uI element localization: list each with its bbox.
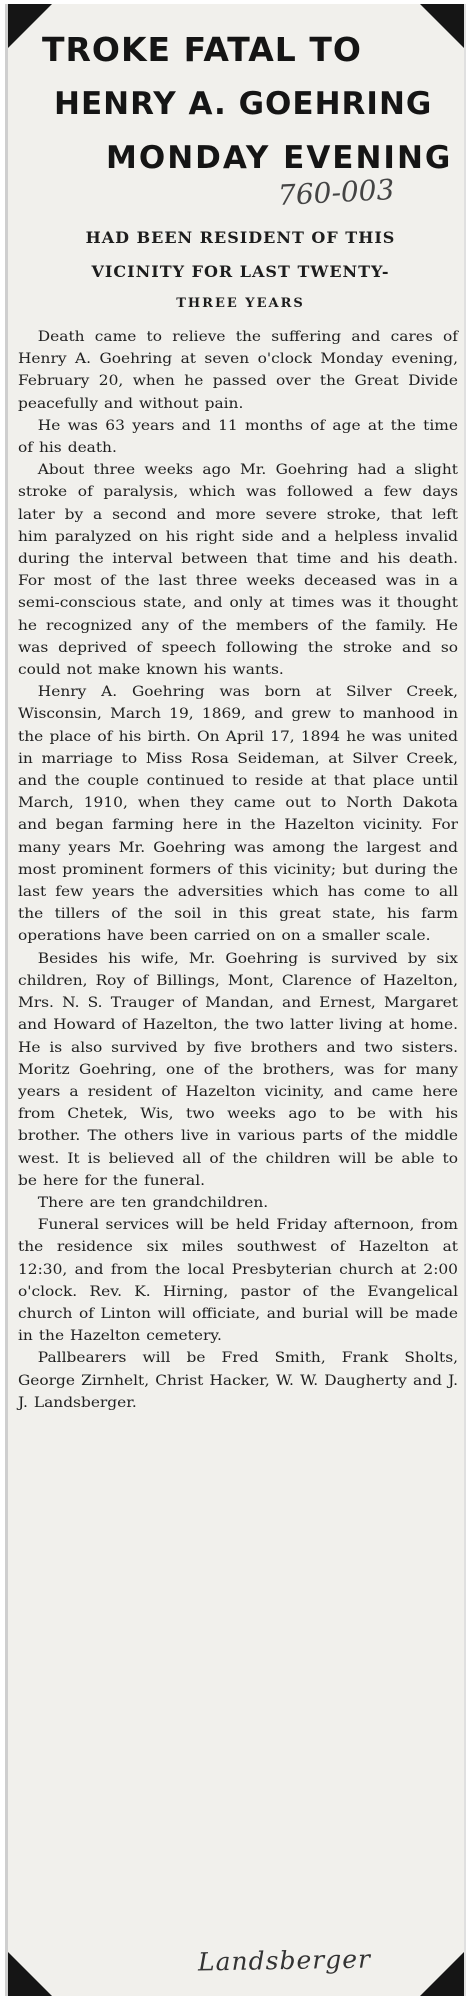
paragraph-survivors: Besides his wife, Mr. Goehring is survived by six children, Roy of Billings, Mont, Clarence of Hazelton, Mrs. N. S. Trauger of Mandan, and Ernest, Margaret and Howard of Hazelton, the two latter living at home. He is also survived by five brothers and two sisters. Moritz Goehring, one of the brothers, was for many years a resident of Hazelton vicinity, and came here from Chetek, Wis, two weeks ago to be with his brother. The others live in various parts of the middle west. It is believed all of the children will be able to be here for the funeral. <box>18 950 459 1189</box>
photo-corner-top-right <box>420 4 464 48</box>
photo-corner-bottom-left <box>8 1952 52 1996</box>
handwritten-signature: Landsberger <box>197 1944 372 1977</box>
article-body <box>18 326 458 1414</box>
paragraph-funeral: Funeral services will be held Friday afternoon, from the residence six miles southwest of Hazelton at 12:30, and from the local Presbyterian church at 2:00 o'clock. Rev. K. Hirning, pastor of the Evangelical church of Linton will officiate, and burial will be made in the Hazelton cemetery. <box>18 1217 459 1345</box>
newspaper-clipping <box>5 4 466 1996</box>
paragraph-death: Death came to relieve the suffering and cares of Henry A. Goehring at seven o'clock Monday evening, February 20, when he passed over the Great Divide peacefully and without pain. <box>18 329 459 412</box>
subheadline-line-1: HAD BEEN RESIDENT OF THIS <box>85 228 396 247</box>
handwritten-note: 760-003 <box>277 172 396 213</box>
paragraph-grandchildren: There are ten grandchildren. <box>37 1194 269 1211</box>
paragraph-age: He was 63 years and 11 months of age at the time of his death. <box>18 417 459 457</box>
subheadline-line-2: VICINITY FOR LAST TWENTY- <box>91 262 390 281</box>
subheadline-line-3: THREE YEARS <box>176 296 305 311</box>
paragraph-biography: Henry A. Goehring was born at Silver Creek, Wisconsin, March 19, 1869, and grew to manhood in the place of his birth. On April 17, 1894 he was united in marriage to Miss Rosa Seideman, at Silver Creek, and the couple continued to reside at that place until March, 1910, when they came out to North Dakota and began farming here in the Hazelton vicinity. For many years Mr. Goehring was among the largest and most prominent formers of this vicinity; but during the last few years the adversities which has come to all the tillers of the soil in this great state, his farm operations have been carried on on a smaller scale. <box>18 684 459 945</box>
headline-line-2: HENRY A. GOEHRING <box>54 86 433 122</box>
paragraph-pallbearers: Pallbearers will be Fred Smith, Frank Sholts, George Zirnhelt, Christ Hacker, W. W. Daugherty and J. J. Landsberger. <box>18 1350 459 1411</box>
headline-line-1: TROKE FATAL TO <box>42 30 362 69</box>
headline-line-3: MONDAY EVENING <box>106 140 453 176</box>
photo-corner-bottom-right <box>420 1952 464 1996</box>
paragraph-illness: About three weeks ago Mr. Goehring had a slight stroke of paralysis, which was followed a few days later by a second and more severe stroke, that left him paralyzed on his right side and a helpless invalid during the interval between that time and his death. For most of the last three weeks deceased was in a semi-conscious state, and only at times was it thought he recognized any of the members of the family. He was deprived of speech following the stroke and so could not make known his wants. <box>18 462 459 679</box>
